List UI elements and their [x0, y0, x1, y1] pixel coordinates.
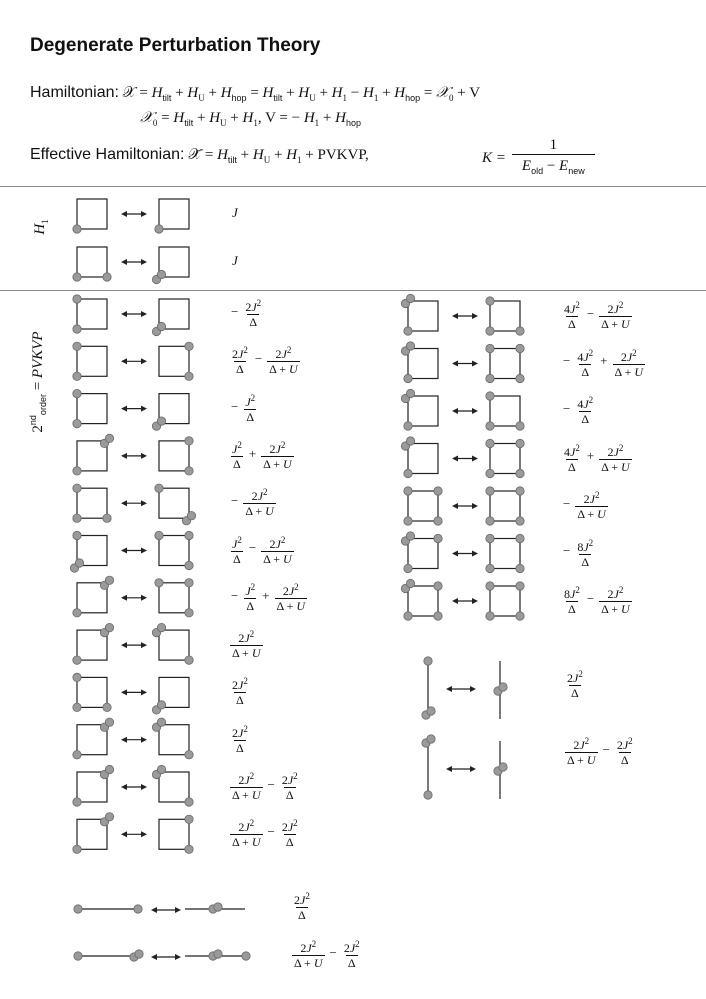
atom	[486, 344, 494, 352]
atom	[134, 905, 142, 913]
k-lhs: K =	[482, 149, 506, 166]
atom	[486, 392, 494, 400]
arrow-head	[141, 642, 147, 648]
atom	[185, 561, 193, 569]
atom	[185, 437, 193, 445]
arrow-head	[141, 259, 147, 265]
atom	[73, 389, 81, 397]
atom	[74, 905, 82, 913]
arrow-head	[141, 311, 147, 317]
arrow-head	[121, 406, 127, 412]
atom	[73, 751, 81, 759]
hamiltonian-expr: 𝒳 = $H_{tilt} + H_U + H_{hop} = H_{tilt} + H_U + H_1 - H_1 + H_{hop}$ = 𝒳$_0$ + V	[122, 85, 481, 103]
plaquette	[408, 586, 438, 616]
atom	[406, 294, 414, 302]
second-order-value: $\frac{2J^2}{\Delta}$	[232, 676, 248, 708]
plaquette	[159, 772, 189, 802]
plaquette	[77, 394, 107, 424]
chain-value: $\frac{2J^2}{\Delta}$	[567, 669, 583, 700]
atom	[434, 534, 442, 542]
second-order-value: − $\frac{4J^2}{\Delta}$	[563, 395, 594, 426]
arrow-head	[121, 784, 127, 790]
arrow-head	[141, 831, 147, 837]
arrow-head	[175, 907, 181, 913]
arrow-head	[472, 408, 478, 414]
atom	[185, 751, 193, 759]
plaquette	[77, 199, 107, 229]
atom	[73, 467, 81, 475]
atom	[73, 673, 81, 681]
atom	[185, 609, 193, 617]
atom	[516, 439, 524, 447]
arrow-head	[121, 548, 127, 554]
k-denominator: $E_{old} - E_{new}$	[512, 154, 595, 180]
atom	[214, 950, 222, 958]
arrow-head	[472, 313, 478, 319]
plaquette	[490, 301, 520, 331]
atom	[406, 342, 414, 350]
arrow-head	[121, 453, 127, 459]
plaquette	[408, 491, 438, 521]
chain-value: $\frac{2J^2}{\Delta}$	[294, 891, 310, 922]
atom	[404, 374, 412, 382]
arrow-head	[141, 500, 147, 506]
plaquette	[490, 586, 520, 616]
chain-value: $\frac{2J^2}{\Delta + U}$ − $\frac{2J^2}{\Delta}$	[294, 939, 360, 970]
second-order-value: $\frac{2J^2}{\Delta}$	[232, 723, 248, 755]
hamiltonian-label: Hamiltonian:	[30, 84, 119, 101]
arrow-head	[151, 954, 157, 960]
arrow-head	[141, 358, 147, 364]
atom	[73, 372, 81, 380]
atom	[516, 534, 524, 542]
atom	[185, 656, 193, 664]
atom	[157, 765, 165, 773]
arrow-head	[452, 551, 458, 557]
arrow-head	[141, 453, 147, 459]
arrow-head	[141, 737, 147, 743]
atom	[404, 469, 412, 477]
atom	[73, 273, 81, 281]
atom	[155, 225, 163, 233]
arrow-head	[121, 689, 127, 695]
second-order-value: − $\frac{J^2}{\Delta}$ + $\frac{2J^2}{\Delta + U}$	[231, 581, 306, 613]
atom	[103, 273, 111, 281]
plaquette	[490, 396, 520, 426]
atom	[185, 815, 193, 823]
atom	[105, 718, 113, 726]
atom	[427, 707, 435, 715]
second-order-value: $\frac{8J^2}{\Delta}$ − $\frac{2J^2}{\Delta + U}$	[564, 585, 630, 616]
atom	[516, 517, 524, 525]
arrow-head	[472, 361, 478, 367]
atom	[516, 344, 524, 352]
atom	[73, 531, 81, 539]
arrow-head	[121, 259, 127, 265]
atom	[406, 532, 414, 540]
atom	[404, 487, 412, 495]
atom	[486, 582, 494, 590]
atom	[73, 342, 81, 350]
atom	[486, 517, 494, 525]
first-order-label: $H_1$	[32, 219, 50, 235]
atom	[185, 845, 193, 853]
atom	[73, 325, 81, 333]
atom	[516, 582, 524, 590]
plaquette	[159, 630, 189, 660]
atom	[516, 327, 524, 335]
atom	[155, 484, 163, 492]
arrow-head	[141, 595, 147, 601]
effective-label: Effective Hamiltonian:	[30, 146, 185, 163]
arrow-head	[121, 311, 127, 317]
second-order-value: $\frac{4J^2}{\Delta}$ + $\frac{2J^2}{\Delta + U}$	[564, 442, 630, 474]
arrow-head	[121, 358, 127, 364]
atom	[486, 564, 494, 572]
arrow-head	[175, 954, 181, 960]
atom	[73, 798, 81, 806]
chain-value: $\frac{2J^2}{\Delta + U}$ − $\frac{2J^2}{\Delta}$	[567, 736, 633, 767]
atom	[185, 579, 193, 587]
atom	[404, 327, 412, 335]
second-order-value: − $\frac{8J^2}{\Delta}$	[563, 537, 594, 569]
arrow-head	[452, 456, 458, 462]
arrow-head	[121, 500, 127, 506]
atom	[486, 469, 494, 477]
atom	[516, 487, 524, 495]
atom	[434, 517, 442, 525]
atom	[155, 579, 163, 587]
second-order-value: $\frac{2J^2}{\Delta + U}$	[232, 629, 261, 661]
plaquette	[77, 488, 107, 518]
atom	[214, 903, 222, 911]
atom	[486, 439, 494, 447]
atom	[516, 422, 524, 430]
atom	[157, 270, 165, 278]
arrow-head	[121, 211, 127, 217]
plaquette	[408, 396, 438, 426]
atom	[185, 798, 193, 806]
atom	[105, 434, 113, 442]
arrow-head	[121, 642, 127, 648]
arrow-head	[141, 406, 147, 412]
atom	[73, 703, 81, 711]
plaquette	[159, 536, 189, 566]
atom	[73, 225, 81, 233]
atom	[404, 517, 412, 525]
plaquette	[490, 539, 520, 569]
plaquette	[159, 819, 189, 849]
plaquette	[159, 725, 189, 755]
atom	[73, 295, 81, 303]
arrow-head	[446, 766, 452, 772]
atom	[185, 531, 193, 539]
atom	[404, 612, 412, 620]
atom	[486, 374, 494, 382]
k-numerator: 1	[549, 137, 558, 153]
second-order-value: − $\frac{2J^2}{\Delta + U}$	[563, 490, 606, 521]
atom	[185, 467, 193, 475]
plaquette	[159, 583, 189, 613]
plaquette	[408, 349, 438, 379]
arrow-head	[121, 737, 127, 743]
atom	[486, 422, 494, 430]
arrow-head	[141, 689, 147, 695]
atom	[73, 484, 81, 492]
atom	[499, 683, 507, 691]
plaquette	[159, 441, 189, 471]
atom	[486, 297, 494, 305]
effective-expr: 𝒳̃ = $H_{tilt} + H_U + H_1$ + PVKVP,	[188, 147, 369, 165]
atom	[516, 612, 524, 620]
atom	[105, 765, 113, 773]
plaquette	[77, 346, 107, 376]
plaquette	[77, 247, 107, 277]
arrow-head	[452, 503, 458, 509]
atom	[73, 845, 81, 853]
second-order-value: − $\frac{J^2}{\Delta}$	[231, 392, 256, 424]
second-order-value: $\frac{2J^2}{\Delta}$ − $\frac{2J^2}{\Delta + U}$	[232, 345, 298, 377]
second-order-value: $\frac{2J^2}{\Delta + U}$ − $\frac{2J^2}{\Delta}$	[232, 771, 298, 802]
second-order-value: − $\frac{2J^2}{\Delta}$	[231, 298, 262, 329]
arrow-head	[472, 503, 478, 509]
atom	[73, 656, 81, 664]
arrow-head	[452, 408, 458, 414]
atom	[404, 422, 412, 430]
atom	[157, 623, 165, 631]
atom	[404, 564, 412, 572]
atom	[103, 514, 111, 522]
arrow-head	[446, 686, 452, 692]
arrow-head	[141, 784, 147, 790]
plaquette	[490, 349, 520, 379]
atom	[516, 469, 524, 477]
atom	[427, 735, 435, 743]
arrow-head	[472, 456, 478, 462]
atom	[103, 703, 111, 711]
atom	[242, 952, 250, 960]
plaquette	[77, 299, 107, 329]
arrow-head	[452, 598, 458, 604]
atom	[486, 534, 494, 542]
atom	[157, 417, 165, 425]
atom	[185, 372, 193, 380]
atom	[73, 609, 81, 617]
plaquette	[408, 539, 438, 569]
atom	[185, 342, 193, 350]
atom	[73, 514, 81, 522]
plaquette	[77, 677, 107, 707]
plaquette	[408, 301, 438, 331]
plaquette	[408, 444, 438, 474]
arrow-head	[470, 686, 476, 692]
atom	[105, 813, 113, 821]
arrow-head	[141, 548, 147, 554]
atom	[516, 564, 524, 572]
atom	[74, 952, 82, 960]
plaquette	[490, 444, 520, 474]
first-order-value: J	[232, 205, 238, 220]
arrow-head	[452, 361, 458, 367]
atom	[424, 791, 432, 799]
atom	[105, 623, 113, 631]
first-order-value: J	[232, 253, 238, 268]
atom	[486, 327, 494, 335]
second-order-value: − $\frac{2J^2}{\Delta + U}$	[231, 487, 274, 519]
arrow-head	[151, 907, 157, 913]
atom	[155, 531, 163, 539]
plaquette	[159, 199, 189, 229]
atom	[434, 487, 442, 495]
second-order-value: $\frac{4J^2}{\Delta}$ − $\frac{2J^2}{\Delta + U}$	[564, 300, 630, 331]
h0-v-expr: 𝒳$_0$ = $H_{tilt} + H_U + H_1$, V = − $H_1 + H_{hop}$	[140, 110, 361, 128]
second-order-value: $\frac{J^2}{\Delta}$ − $\frac{2J^2}{\Delta + U}$	[232, 534, 292, 566]
arrow-head	[121, 831, 127, 837]
atom	[434, 582, 442, 590]
plaquette	[159, 346, 189, 376]
arrow-head	[472, 598, 478, 604]
second-order-value: $\frac{2J^2}{\Delta + U}$ − $\frac{2J^2}{\Delta}$	[232, 818, 298, 850]
atom	[434, 612, 442, 620]
arrow-head	[472, 551, 478, 557]
atom	[105, 576, 113, 584]
atom	[187, 512, 195, 520]
arrow-head	[470, 766, 476, 772]
atom	[424, 657, 432, 665]
atom	[157, 701, 165, 709]
atom	[516, 374, 524, 382]
arrow-head	[141, 211, 147, 217]
atom	[499, 763, 507, 771]
atom	[486, 612, 494, 620]
atom	[157, 718, 165, 726]
plaquette	[490, 491, 520, 521]
atom	[157, 322, 165, 330]
atom	[486, 487, 494, 495]
atom	[406, 437, 414, 445]
atom	[75, 559, 83, 567]
second-order-value: $\frac{J^2}{\Delta}$ + $\frac{2J^2}{\Delta + U}$	[232, 439, 292, 471]
atom	[406, 579, 414, 587]
atom	[135, 950, 143, 958]
atom	[406, 389, 414, 397]
arrow-head	[452, 313, 458, 319]
second-order-value: − $\frac{4J^2}{\Delta}$ + $\frac{2J^2}{\Delta + U}$	[563, 347, 644, 379]
arrow-head	[121, 595, 127, 601]
plaquette	[159, 488, 189, 518]
atom	[73, 419, 81, 427]
second-order-label: $2nd_{order}$ = PVKVP	[28, 331, 48, 433]
page-title: Degenerate Perturbation Theory	[30, 35, 321, 56]
